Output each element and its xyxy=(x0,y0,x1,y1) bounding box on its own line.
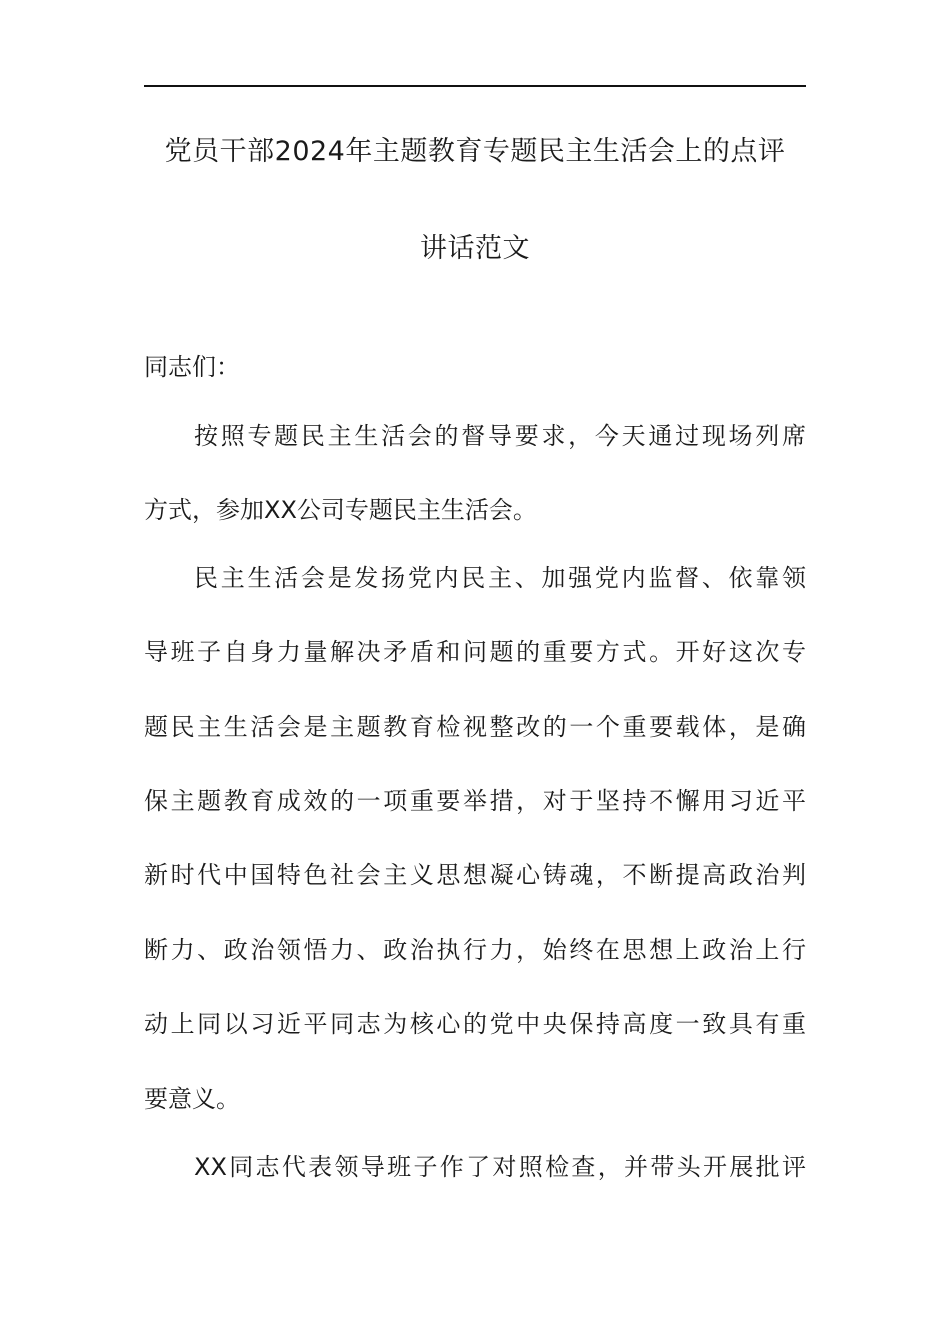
paragraph-line: 要意义。 xyxy=(144,1085,240,1113)
salutation: 同志们： xyxy=(144,353,240,381)
paragraph-line: 按照专题民主生活会的督导要求，今天通过现场列席 xyxy=(194,422,806,450)
paragraph-line: 导班子自身力量解决矛盾和问题的重要方式。开好这次专 xyxy=(144,638,806,666)
paragraph-line: 题民主生活会是主题教育检视整改的一个重要载体，是确 xyxy=(144,713,806,741)
paragraph-line: XX同志代表领导班子作了对照检查，并带头开展批评 xyxy=(194,1153,806,1181)
paragraph-line: 新时代中国特色社会主义思想凝心铸魂，不断提高政治判 xyxy=(144,861,806,889)
paragraph-line: 民主生活会是发扬党内民主、加强党内监督、依靠领 xyxy=(194,564,806,592)
paragraph-line: 断力、政治领悟力、政治执行力，始终在思想上政治上行 xyxy=(144,936,806,964)
document-title-line-2: 讲话范文 xyxy=(420,233,530,264)
paragraph-line: 动上同以习近平同志为核心的党中央保持高度一致具有重 xyxy=(144,1010,806,1038)
document-title-line-1: 党员干部2024年主题教育专题民主生活会上的点评 xyxy=(164,136,786,167)
paragraph-line: 保主题教育成效的一项重要举措，对于坚持不懈用习近平 xyxy=(144,787,806,815)
header-rule xyxy=(144,85,806,87)
paragraph-line: 方式，参加XX公司专题民主生活会。 xyxy=(144,496,537,524)
